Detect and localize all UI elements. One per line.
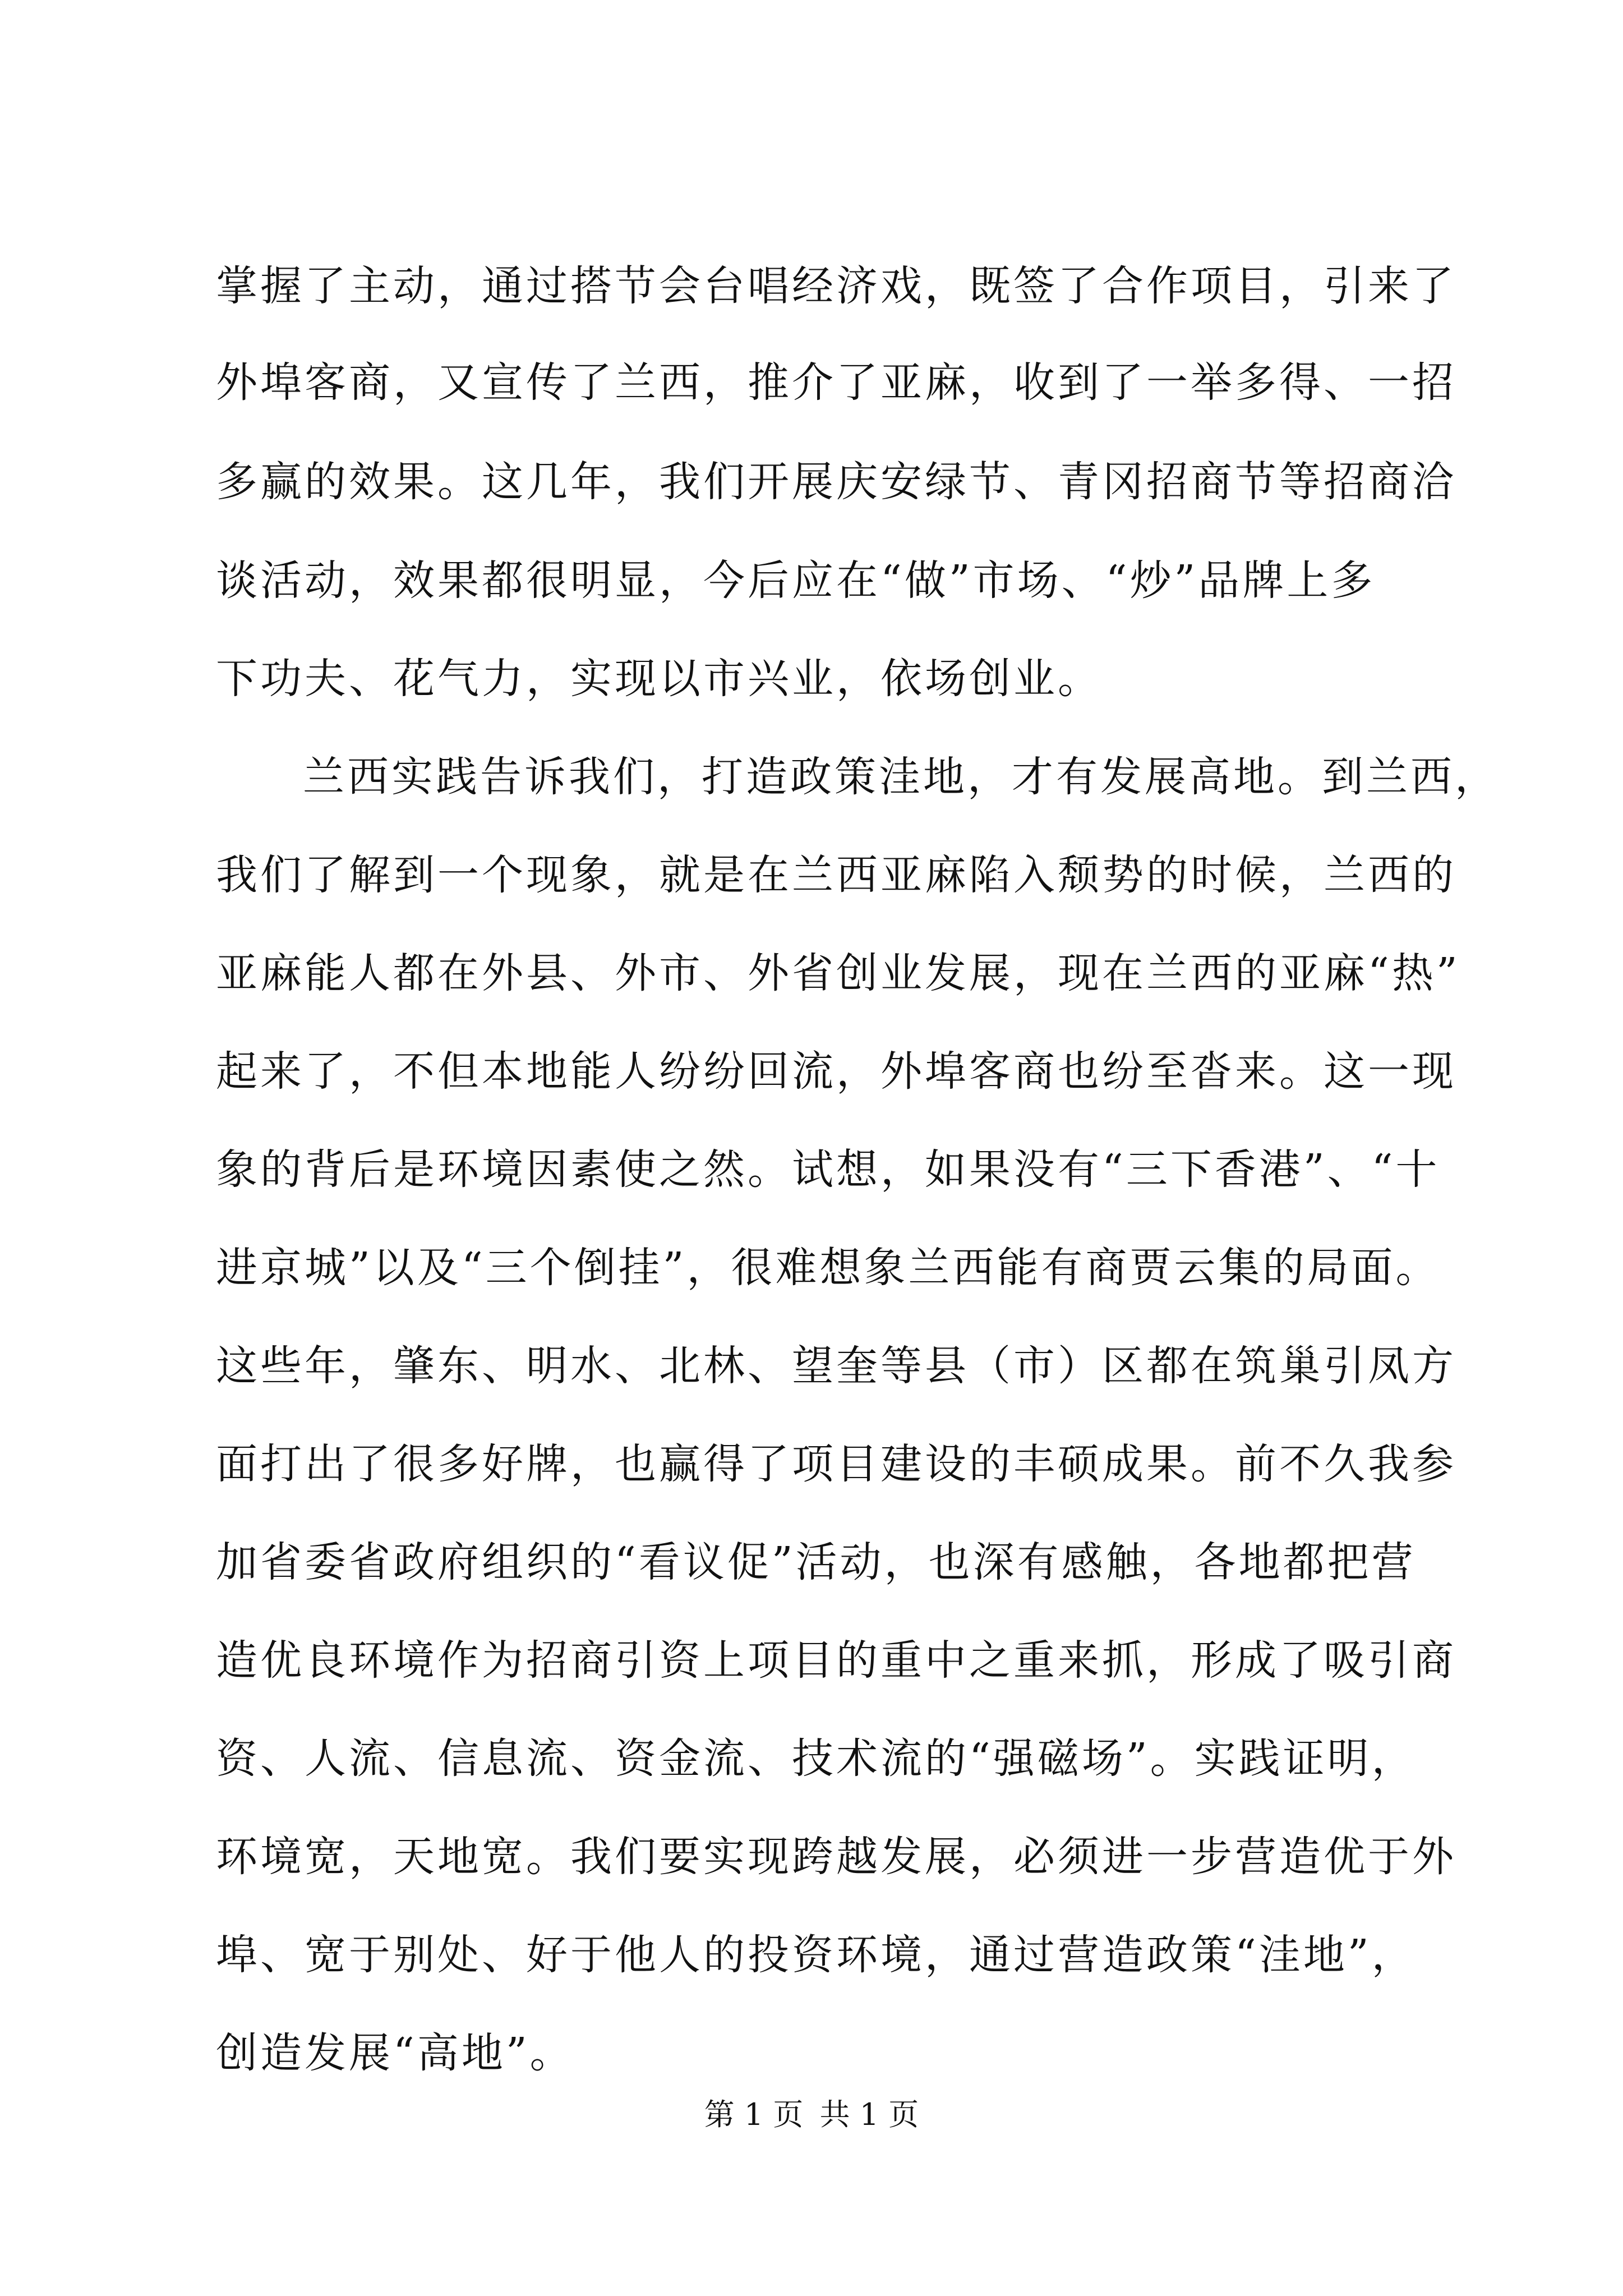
body-line: 进京城”以及“三个倒挂”，很难想象兰西能有商贾云集的局面。: [216, 1244, 1440, 1292]
page-total: 共 1 页: [819, 2097, 919, 2132]
body-line: 亚麻能人都在外县、外市、外省创业发展，现在兰西的亚麻“热”: [216, 949, 1460, 997]
paragraph-first-line: 兰西实践告诉我们，打造政策洼地，才有发展高地。到兰西，: [303, 753, 1499, 801]
body-line: 面打出了很多好牌，也赢得了项目建设的丰硕成果。前不久我参: [216, 1440, 1456, 1488]
body-line: 谈活动，效果都很明显，今后应在“做”市场、“炒”品牌上多: [216, 556, 1376, 605]
page-footer: [0, 2092, 1623, 2137]
body-line: 埠、宽于别处、好于他人的投资环境，通过营造政策“洼地”，: [216, 1931, 1416, 1979]
body-line: 多赢的效果。这几年，我们开展庆安绿节、青冈招商节等招商洽: [216, 458, 1456, 506]
body-line: 这些年，肇东、明水、北林、望奎等县（市）区都在筑巢引凤方: [216, 1342, 1456, 1390]
body-line: 环境宽，天地宽。我们要实现跨越发展，必须进一步营造优于外: [216, 1833, 1456, 1881]
body-line: 加省委省政府组织的“看议促”活动，也深有感触，各地都把营: [216, 1538, 1416, 1586]
body-line: 我们了解到一个现象，就是在兰西亚麻陷入颓势的时候，兰西的: [216, 851, 1456, 899]
body-line: 资、人流、信息流、资金流、技术流的“强磁场”。实践证明，: [216, 1734, 1416, 1783]
body-line: 下功夫、花气力，实现以市兴业，依场创业。: [216, 655, 1102, 703]
body-line: 掌握了主动，通过搭节会台唱经济戏，既签了合作项目，引来了: [216, 262, 1456, 310]
body-line: 象的背后是环境因素使之然。试想，如果没有“三下香港”、“十: [216, 1145, 1440, 1194]
body-line: 外埠客商，又宣传了兰西，推介了亚麻，收到了一举多得、一招: [216, 358, 1456, 407]
body-line: 造优良环境作为招商引资上项目的重中之重来抓，形成了吸引商: [216, 1636, 1456, 1685]
body-line: 起来了，不但本地能人纷纷回流，外埠客商也纷至沓来。这一现: [216, 1047, 1456, 1096]
page-number: 第 1 页: [704, 2097, 804, 2132]
body-line: 创造发展“高地”。: [216, 2029, 574, 2077]
